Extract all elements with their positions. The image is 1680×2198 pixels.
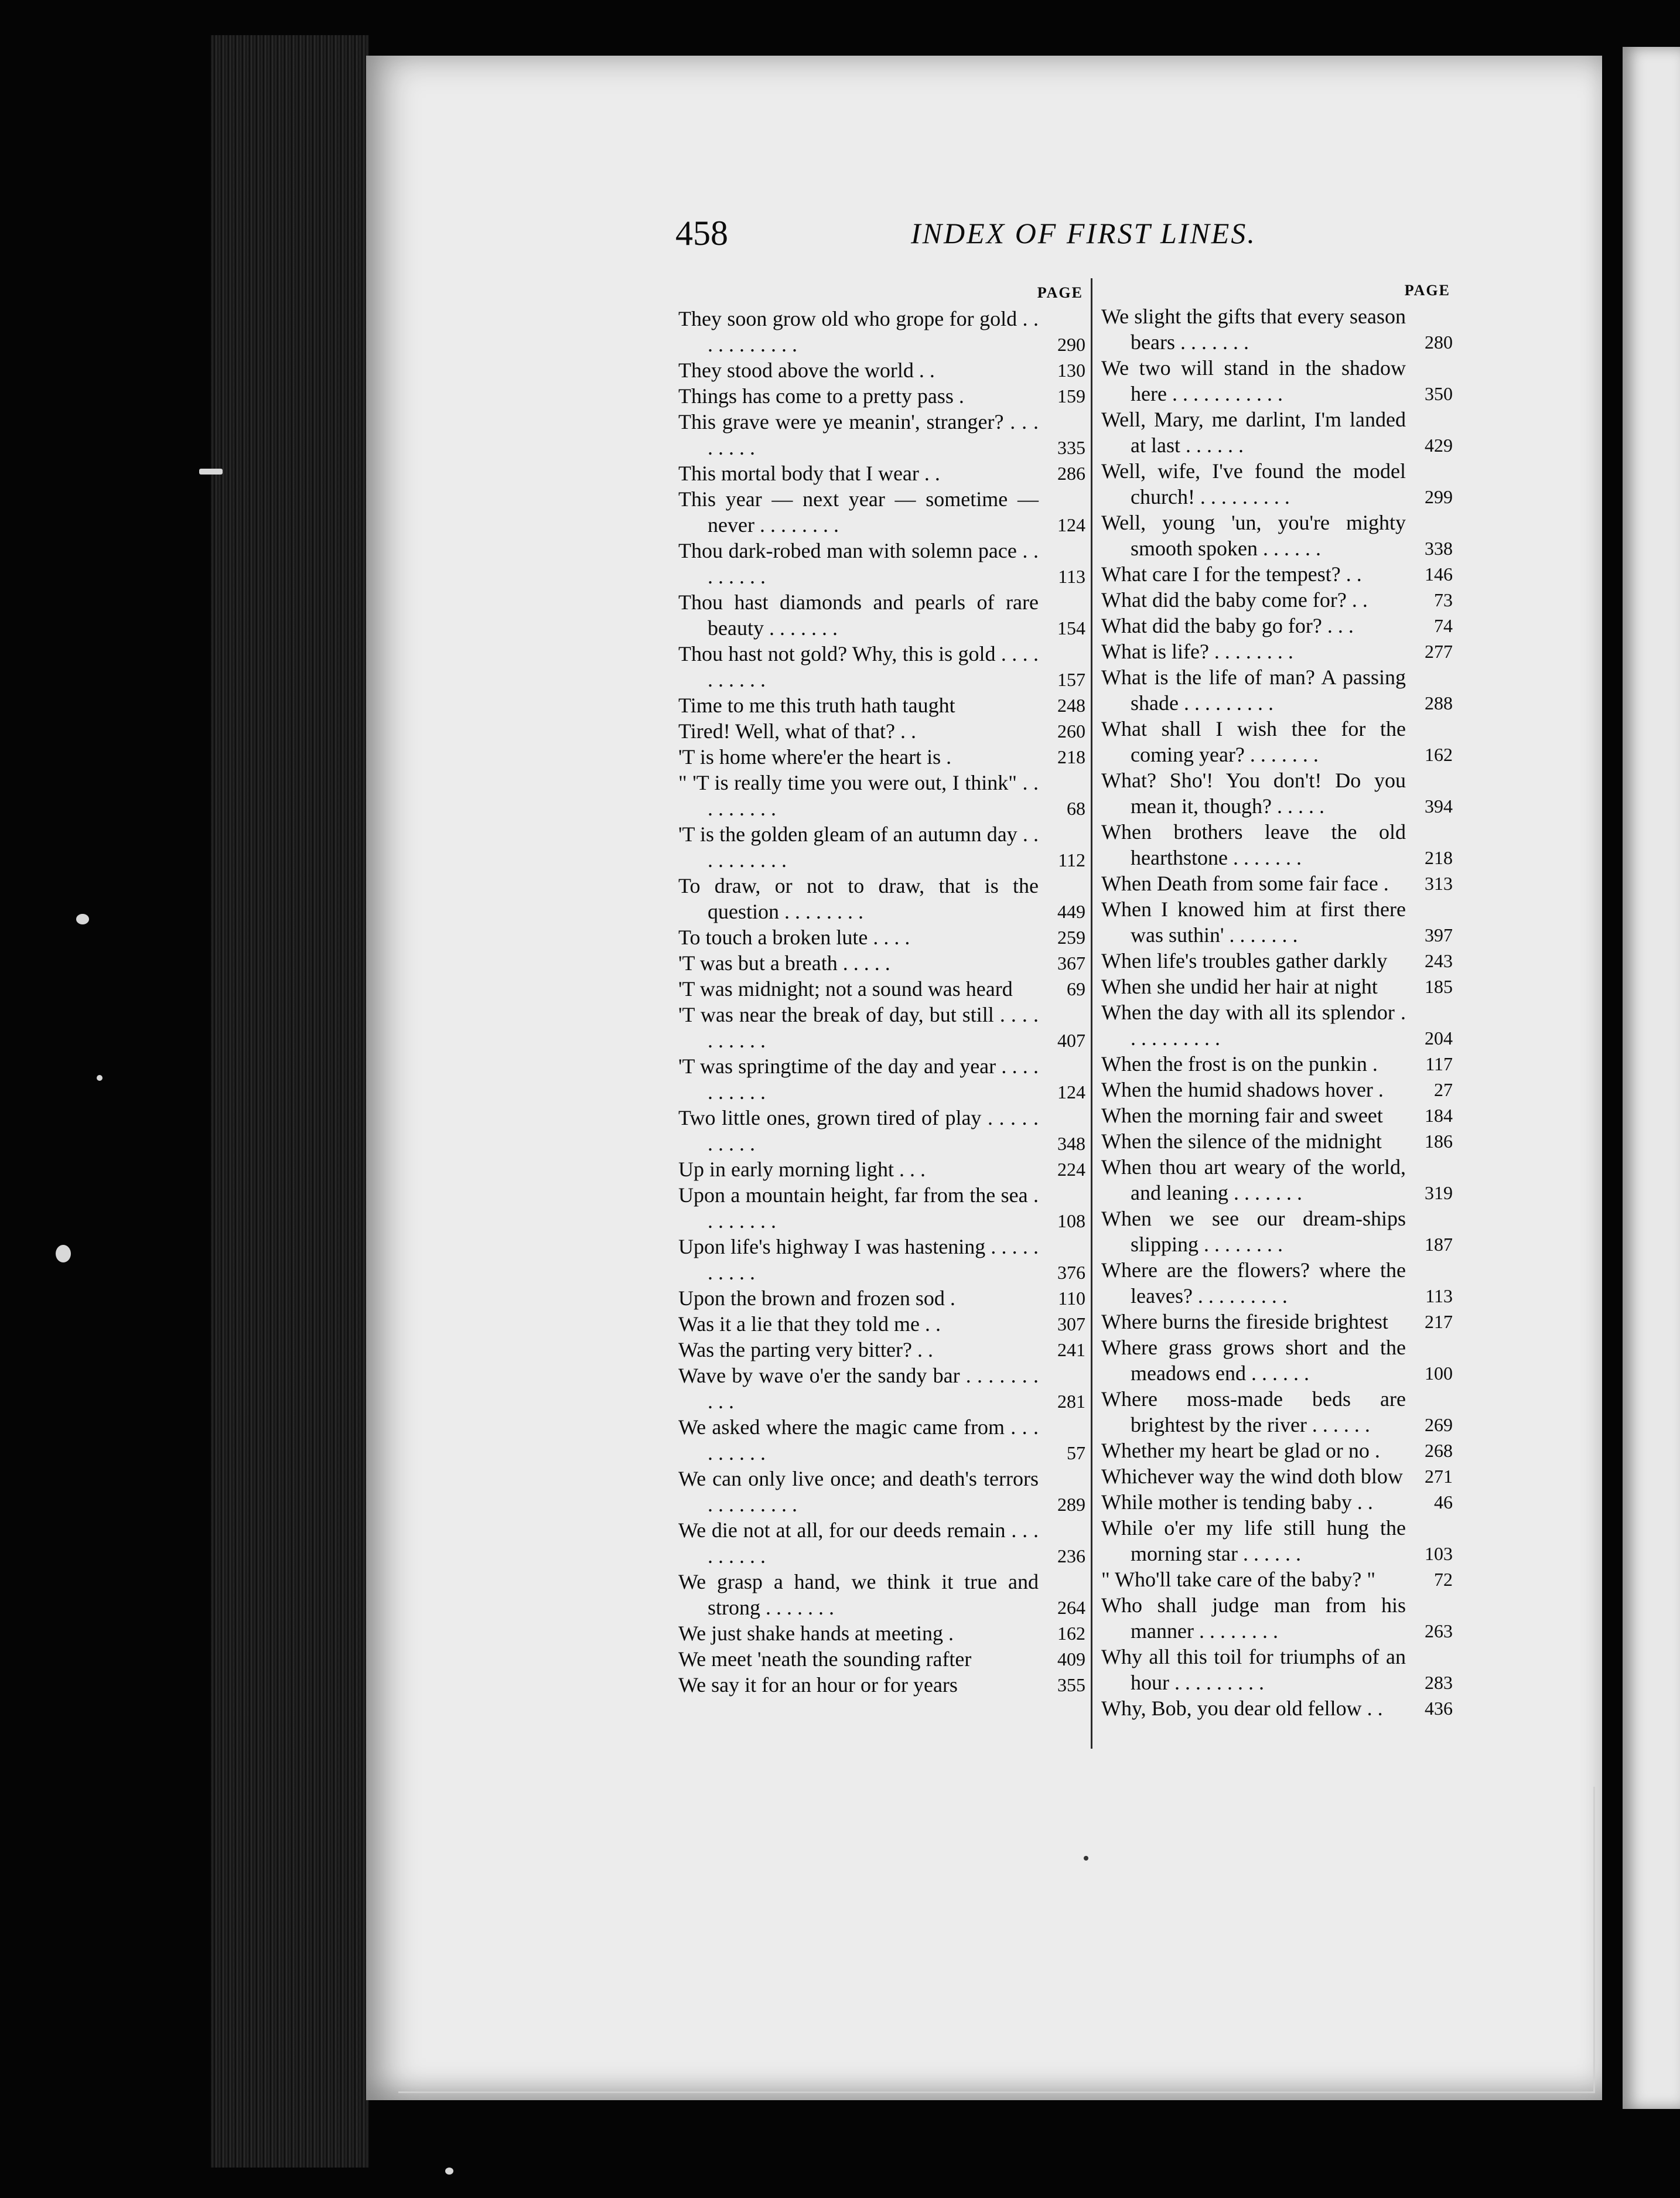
page-reference: 27 — [1434, 1079, 1453, 1100]
index-entry — [678, 1517, 1085, 1569]
first-line-text: We just shake hands at meeting . — [678, 1622, 954, 1645]
index-entry — [1101, 561, 1453, 587]
page-reference: 157 — [1057, 669, 1085, 690]
page-number: 458 — [675, 214, 728, 252]
page-reference: 186 — [1425, 1131, 1453, 1152]
index-entry — [1101, 999, 1453, 1051]
index-entry — [678, 1363, 1085, 1414]
index-entry — [678, 1466, 1085, 1517]
first-line-text: Upon the brown and frozen sod . — [678, 1286, 955, 1310]
page-reference: 268 — [1425, 1440, 1453, 1461]
index-entry — [1101, 1566, 1453, 1592]
first-line-text: While mother is tending baby . . — [1101, 1490, 1373, 1514]
index-entry — [1101, 458, 1453, 510]
first-line-text: Was the parting very bitter? . . — [678, 1338, 933, 1361]
dust-speck — [97, 1075, 103, 1081]
first-line-text: Time to me this truth hath taught — [678, 694, 955, 717]
index-entry — [678, 873, 1085, 924]
page-reference: 271 — [1425, 1466, 1453, 1487]
first-line-text: When brothers leave the old hearthstone . . . . . . . — [1101, 820, 1406, 869]
index-entry — [1101, 1334, 1453, 1386]
page-reference: 103 — [1425, 1543, 1453, 1564]
index-entry — [1101, 1644, 1453, 1695]
first-line-text: We asked where the magic came from . . . . . . . . . — [678, 1415, 1039, 1465]
first-line-text: Up in early morning light . . . — [678, 1158, 926, 1181]
first-line-text: 'T was springtime of the day and year . . . . . . . . . . — [678, 1054, 1039, 1104]
first-line-text: When the morning fair and sweet — [1101, 1104, 1383, 1127]
page-reference: 130 — [1057, 360, 1085, 381]
first-line-text: What? Sho'! You don't! Do you mean it, though? . . . . . — [1101, 769, 1406, 818]
dust-speck — [56, 1245, 71, 1262]
index-entry — [678, 821, 1085, 873]
column-divider — [1091, 278, 1092, 1749]
first-line-text: " 'T is really time you were out, I think" . . . . . . . . . — [678, 771, 1039, 820]
index-entry — [678, 538, 1085, 589]
page-reference: 280 — [1425, 332, 1453, 353]
index-entry — [678, 976, 1085, 1002]
dust-speck — [76, 914, 89, 924]
page-reference: 281 — [1057, 1391, 1085, 1412]
page-reference: 269 — [1425, 1414, 1453, 1435]
index-entry — [1101, 1206, 1453, 1257]
page-reference: 74 — [1434, 615, 1453, 636]
first-line-text: This mortal body that I wear . . — [678, 462, 940, 485]
first-line-text: Well, young 'un, you're mighty smooth spoken . . . . . . — [1101, 511, 1406, 560]
first-line-text: When the frost is on the punkin . — [1101, 1052, 1378, 1076]
dust-speck — [199, 469, 223, 475]
page-reference: 319 — [1425, 1182, 1453, 1203]
index-entry — [678, 589, 1085, 641]
first-line-text: Where burns the fireside brightest — [1101, 1310, 1388, 1333]
page-reference: 162 — [1057, 1623, 1085, 1644]
index-entry — [1101, 355, 1453, 407]
first-line-text: Things has come to a pretty pass . — [678, 384, 964, 408]
index-entry — [678, 357, 1085, 383]
page-reference: 218 — [1425, 847, 1453, 868]
index-entry — [1101, 664, 1453, 716]
index-entry — [1101, 1103, 1453, 1128]
page-reference: 286 — [1057, 463, 1085, 484]
page-reference: 243 — [1425, 950, 1453, 971]
page-reference: 409 — [1057, 1648, 1085, 1670]
first-line-text: Wave by wave o'er the sandy bar . . . . . . . . . . — [678, 1364, 1039, 1413]
page-reference: 124 — [1057, 514, 1085, 535]
index-entry — [1101, 1128, 1453, 1154]
page-reference: 72 — [1434, 1569, 1453, 1590]
index-entry — [1101, 1463, 1453, 1489]
first-line-text: Where are the flowers? where the leaves? . . . . . . . . . — [1101, 1258, 1406, 1308]
first-line-text: Well, Mary, me darlint, I'm landed at last . . . . . . — [1101, 408, 1406, 457]
index-entry — [678, 1285, 1085, 1311]
index-entry — [678, 1234, 1085, 1285]
first-line-text: Why, Bob, you dear old fellow . . — [1101, 1697, 1383, 1720]
index-entries-right — [1101, 303, 1453, 1721]
page-reference: 277 — [1425, 641, 1453, 662]
index-entry — [1101, 1695, 1453, 1721]
footer-mark — [1084, 1856, 1088, 1861]
first-line-text: 'T is the golden gleam of an autumn day . . . . . . . . . . — [678, 822, 1039, 872]
first-line-text: Thou hast not gold? Why, this is gold . . . . . . . . . . — [678, 642, 1039, 691]
first-line-text: What care I for the tempest? . . — [1101, 562, 1362, 586]
index-entry — [1101, 1489, 1453, 1515]
first-line-text: To draw, or not to draw, that is the question . . . . . . . . — [678, 874, 1039, 923]
page-reference: 289 — [1057, 1494, 1085, 1515]
page-reference: 290 — [1057, 334, 1085, 355]
first-line-text: Two little ones, grown tired of play . . . . . . . . . . — [678, 1106, 1039, 1155]
page-reference: 449 — [1057, 901, 1085, 922]
page-reference: 117 — [1425, 1053, 1453, 1074]
page-column-header: PAGE — [1037, 284, 1083, 301]
dust-speck — [445, 2168, 453, 2175]
index-entry — [678, 718, 1085, 744]
page-reference: 110 — [1058, 1288, 1085, 1309]
index-entry — [678, 486, 1085, 538]
index-entry — [1101, 587, 1453, 613]
page-reference: 146 — [1425, 564, 1453, 585]
index-entry — [1101, 871, 1453, 896]
index-entry — [1101, 716, 1453, 767]
page-reference: 367 — [1057, 953, 1085, 974]
page-reference: 185 — [1425, 976, 1453, 997]
first-line-text: They stood above the world . . — [678, 359, 935, 382]
book-page-edges — [211, 35, 369, 2168]
index-entries-left — [678, 306, 1085, 1698]
page-reference: 184 — [1425, 1105, 1453, 1126]
index-entry — [1101, 948, 1453, 974]
page-reference: 335 — [1057, 437, 1085, 458]
page-reference: 348 — [1057, 1133, 1085, 1154]
index-entry — [1101, 510, 1453, 561]
index-column-right — [1101, 280, 1453, 1721]
facing-page-edge — [1623, 47, 1680, 2109]
page-reference: 108 — [1057, 1210, 1085, 1231]
first-line-text: Who shall judge man from his manner . . . . . . . . — [1101, 1593, 1406, 1643]
first-line-text: Upon a mountain height, far from the sea . . . . . . . . — [678, 1183, 1039, 1233]
page-reference: 248 — [1057, 695, 1085, 716]
page-reference: 307 — [1057, 1313, 1085, 1334]
page-reference: 299 — [1425, 486, 1453, 507]
page-reference: 429 — [1425, 435, 1453, 456]
first-line-text: While o'er my life still hung the morning star . . . . . . — [1101, 1516, 1406, 1565]
page-reference: 124 — [1057, 1081, 1085, 1103]
index-entry — [678, 950, 1085, 976]
first-line-text: What did the baby come for? . . — [1101, 588, 1368, 612]
first-line-text: We meet 'neath the sounding rafter — [678, 1647, 972, 1671]
index-entry — [1101, 303, 1453, 355]
page-reference: 288 — [1425, 692, 1453, 714]
first-line-text: When thou art weary of the world, and leaning . . . . . . . — [1101, 1155, 1406, 1204]
page-reference: 260 — [1057, 721, 1085, 742]
page-reference: 283 — [1425, 1672, 1453, 1693]
index-entry — [678, 692, 1085, 718]
first-line-text: We say it for an hour or for years — [678, 1673, 958, 1697]
index-entry — [678, 1053, 1085, 1105]
index-entry — [678, 1002, 1085, 1053]
first-line-text: When I knowed him at first there was suthin' . . . . . . . — [1101, 897, 1406, 947]
page-reference: 313 — [1425, 873, 1453, 894]
first-line-text: Why all this toil for triumphs of an hour . . . . . . . . . — [1101, 1645, 1406, 1694]
index-entry — [1101, 974, 1453, 999]
page-reference: 57 — [1067, 1442, 1085, 1463]
page-reference: 263 — [1425, 1620, 1453, 1641]
page-reference: 69 — [1067, 978, 1085, 999]
first-line-text: When the silence of the midnight — [1101, 1129, 1382, 1153]
first-line-text: To touch a broken lute . . . . — [678, 926, 910, 949]
first-line-text: 'T was midnight; not a sound was heard — [678, 977, 1013, 1001]
first-line-text: They soon grow old who grope for gold . . . . . . . . . . . — [678, 307, 1039, 356]
page-reference: 436 — [1425, 1698, 1453, 1719]
first-line-text: 'T was near the break of day, but still . . . . . . . . . . — [678, 1003, 1039, 1052]
first-line-text: Upon life's highway I was hastening . . . . . . . . . . — [678, 1235, 1039, 1284]
index-entry — [678, 924, 1085, 950]
index-entry — [1101, 1515, 1453, 1566]
index-entry — [678, 1156, 1085, 1182]
page-reference: 407 — [1057, 1030, 1085, 1051]
first-line-text: Where moss-made beds are brightest by the river . . . . . . — [1101, 1387, 1406, 1436]
page-reference: 236 — [1057, 1545, 1085, 1566]
index-entry — [678, 1337, 1085, 1363]
running-title: INDEX OF FIRST LINES. — [911, 217, 1256, 250]
index-entry — [678, 744, 1085, 770]
first-line-text: This year — next year — sometime — never . . . . . . . . — [678, 487, 1039, 537]
index-entry — [1101, 1592, 1453, 1644]
page-reference: 159 — [1057, 385, 1085, 407]
index-entry — [678, 1311, 1085, 1337]
index-entry — [1101, 1051, 1453, 1077]
index-entry — [1101, 1154, 1453, 1206]
index-entry — [678, 306, 1085, 357]
first-line-text: " Who'll take care of the baby? " — [1101, 1568, 1376, 1591]
page-reference: 397 — [1425, 924, 1453, 946]
first-line-text: We die not at all, for our deeds remain . . . . . . . . . — [678, 1518, 1039, 1568]
first-line-text: When she undid her hair at night — [1101, 975, 1378, 998]
first-line-text: Tired! Well, what of that? . . — [678, 719, 917, 743]
first-line-text: When life's troubles gather darkly — [1101, 949, 1388, 972]
page-reference: 162 — [1425, 744, 1453, 765]
page-reference: 68 — [1067, 798, 1085, 819]
index-entry — [678, 1672, 1085, 1698]
page-reference: 73 — [1434, 589, 1453, 610]
page-reference: 187 — [1425, 1234, 1453, 1255]
first-line-text: Thou hast diamonds and pearls of rare beauty . . . . . . . — [678, 591, 1039, 640]
index-entry — [1101, 896, 1453, 948]
index-entry — [1101, 1309, 1453, 1334]
first-line-text: We slight the gifts that every season bears . . . . . . . — [1101, 305, 1406, 354]
first-line-text: When the humid shadows hover . — [1101, 1078, 1384, 1101]
first-line-text: What did the baby go for? . . . — [1101, 614, 1354, 637]
page-reference: 241 — [1057, 1339, 1085, 1360]
first-line-text: Whichever way the wind doth blow — [1101, 1465, 1403, 1488]
index-entry — [1101, 407, 1453, 458]
first-line-text: Whether my heart be glad or no . — [1101, 1439, 1380, 1462]
first-line-text: Was it a lie that they told me . . — [678, 1312, 941, 1336]
first-line-text: What is life? . . . . . . . . — [1101, 640, 1293, 663]
index-entry — [1101, 639, 1453, 664]
index-entry — [678, 1646, 1085, 1672]
first-line-text: When Death from some fair face . — [1101, 872, 1389, 895]
page-reference: 218 — [1057, 746, 1085, 767]
index-entry — [1101, 1077, 1453, 1103]
first-line-text: We two will stand in the shadow here . . . . . . . . . . . — [1101, 356, 1406, 405]
page-reference: 350 — [1425, 383, 1453, 404]
index-entry — [1101, 1438, 1453, 1463]
first-line-text: 'T was but a breath . . . . . — [678, 951, 890, 975]
index-entry — [678, 1105, 1085, 1156]
first-line-text: We can only live once; and death's terrors . . . . . . . . . — [678, 1467, 1039, 1516]
index-entry — [678, 383, 1085, 409]
index-entry — [678, 1414, 1085, 1466]
page-column-header: PAGE — [1404, 282, 1450, 299]
page-reference: 355 — [1057, 1674, 1085, 1695]
page-reference: 224 — [1057, 1159, 1085, 1180]
page-reference: 217 — [1425, 1311, 1453, 1332]
index-column-left — [678, 280, 1085, 1698]
index-entry — [1101, 1257, 1453, 1309]
first-line-text: We grasp a hand, we think it true and strong . . . . . . . — [678, 1570, 1039, 1619]
index-entry — [678, 460, 1085, 486]
page-reference: 376 — [1057, 1262, 1085, 1283]
page-reference: 394 — [1425, 796, 1453, 817]
first-line-text: This grave were ye meanin', stranger? . . . . . . . . — [678, 410, 1039, 459]
first-line-text: When the day with all its splendor . . . . . . . . . . — [1101, 1001, 1406, 1050]
page-reference: 154 — [1057, 617, 1085, 639]
index-entry — [678, 1569, 1085, 1620]
index-entry — [678, 641, 1085, 692]
first-line-text: Where grass grows short and the meadows end . . . . . . — [1101, 1336, 1406, 1385]
index-entry — [678, 1182, 1085, 1234]
index-entry — [678, 409, 1085, 460]
first-line-text: When we see our dream-ships slipping . . . . . . . . — [1101, 1207, 1406, 1256]
page-reference: 204 — [1425, 1028, 1453, 1049]
index-entry — [1101, 613, 1453, 639]
index-entry — [1101, 767, 1453, 819]
page-border — [398, 1787, 1595, 2093]
page-reference: 338 — [1425, 538, 1453, 559]
first-line-text: Thou dark-robed man with solemn pace . . . . . . . . — [678, 539, 1039, 588]
page-reference: 264 — [1057, 1597, 1085, 1618]
page-reference: 113 — [1058, 566, 1085, 587]
first-line-text: Well, wife, I've found the model church! . . . . . . . . . — [1101, 459, 1406, 508]
first-line-text: 'T is home where'er the heart is . — [678, 745, 952, 769]
page-reference: 112 — [1058, 849, 1085, 871]
first-line-text: What shall I wish thee for the coming year? . . . . . . . — [1101, 717, 1406, 766]
page-reference: 113 — [1425, 1285, 1453, 1306]
page-reference: 46 — [1434, 1492, 1453, 1513]
page-reference: 100 — [1425, 1363, 1453, 1384]
index-entry — [1101, 819, 1453, 871]
index-entry — [1101, 1386, 1453, 1438]
page-reference: 259 — [1057, 927, 1085, 948]
index-entry — [678, 770, 1085, 821]
index-entry — [678, 1620, 1085, 1646]
first-line-text: What is the life of man? A passing shade . . . . . . . . . — [1101, 665, 1406, 715]
